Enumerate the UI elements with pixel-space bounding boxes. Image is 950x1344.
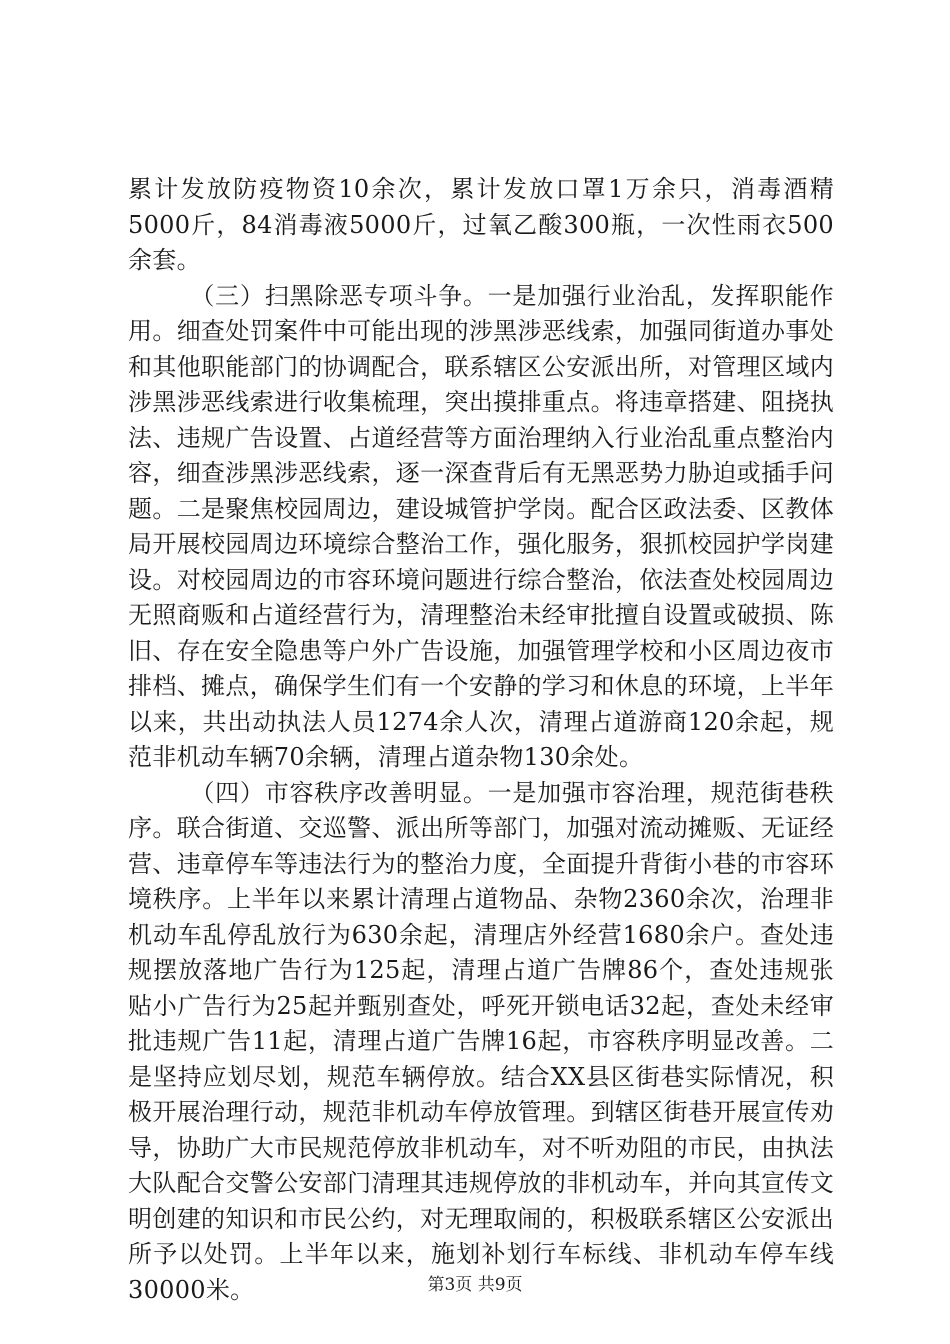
paragraph-section-three: （三）扫黑除恶专项斗争。一是加强行业治乱，发挥职能作用。细查处罚案件中可能出现的涉黑涉恶线索，加强同街道办事处和其他职能部门的协调配合，联系辖区公安派出所，对管理区域内涉黑涉恶线索进行收集梳理，突出摸排重点。将违章搭建、阻挠执法、违规广告设置、占道经营等方面治理纳入行业治乱重点整治内容，细查涉黑涉恶线索，逐一深查背后有无黑恶势力胁迫或插手问题。二是聚焦校园周边，建设城管护学岗。配合区政法委、区教体局开展校园周边环境综合整治工作，强化服务，狠抓校园护学岗建设。对校园周边的市容环境问题进行综合整治，依法查处校园周边无照商贩和占道经营行为，清理整治未经审批擅自设置或破损、陈旧、存在安全隐患等户外广告设施，加强管理学校和小区周边夜市排档、摊点，确保学生们有一个安静的学习和休息的环境，上半年以来，共出动执法人员1274余人次，清理占道游商120余起，规范非机动车辆70余辆，清理占道杂物130余处。 bbox=[128, 281, 834, 771]
paragraph-section-four: （四）市容秩序改善明显。一是加强市容治理，规范街巷秩序。联合街道、交巡警、派出所等部门，加强对流动摊贩、无证经营、违章停车等违法行为的整治力度，全面提升背街小巷的市容环境秩序。上半年以来累计清理占道物品、杂物2360余次，治理非机动车乱停乱放行为630余起，清理店外经营1680余户。查处违规摆放落地广告行为125起，清理占道广告牌86个，查处违规张贴小广告行为25起并甄别查处，呼死开锁电话32起，查处未经审批违规广告11起，清理占道广告牌16起，市容秩序明显改善。二是坚持应划尽划，规范车辆停放。结合XX县区街巷实际情况，积极开展治理行动，规范非机动车停放管理。到辖区街巷开展宣传劝导，协助广大市民规范停放非机动车，对不听劝阻的市民，由执法大队配合交警公安部门清理其违规停放的非机动车，并向其宣传文明创建的知识和市民公约，对无理取闹的，积极联系辖区公安派出所予以处罚。上半年以来，施划补划行车标线、非机动车停车线30000米。 bbox=[128, 778, 834, 1304]
paragraph-continuation: 累计发放防疫物资10余次，累计发放口罩1万余只，消毒酒精5000斤，84消毒液5000斤，过氧乙酸300瓶，一次性雨衣500余套。 bbox=[128, 175, 834, 274]
document-body bbox=[128, 172, 834, 1308]
page-footer: 第3页 共9页 bbox=[427, 1275, 523, 1295]
